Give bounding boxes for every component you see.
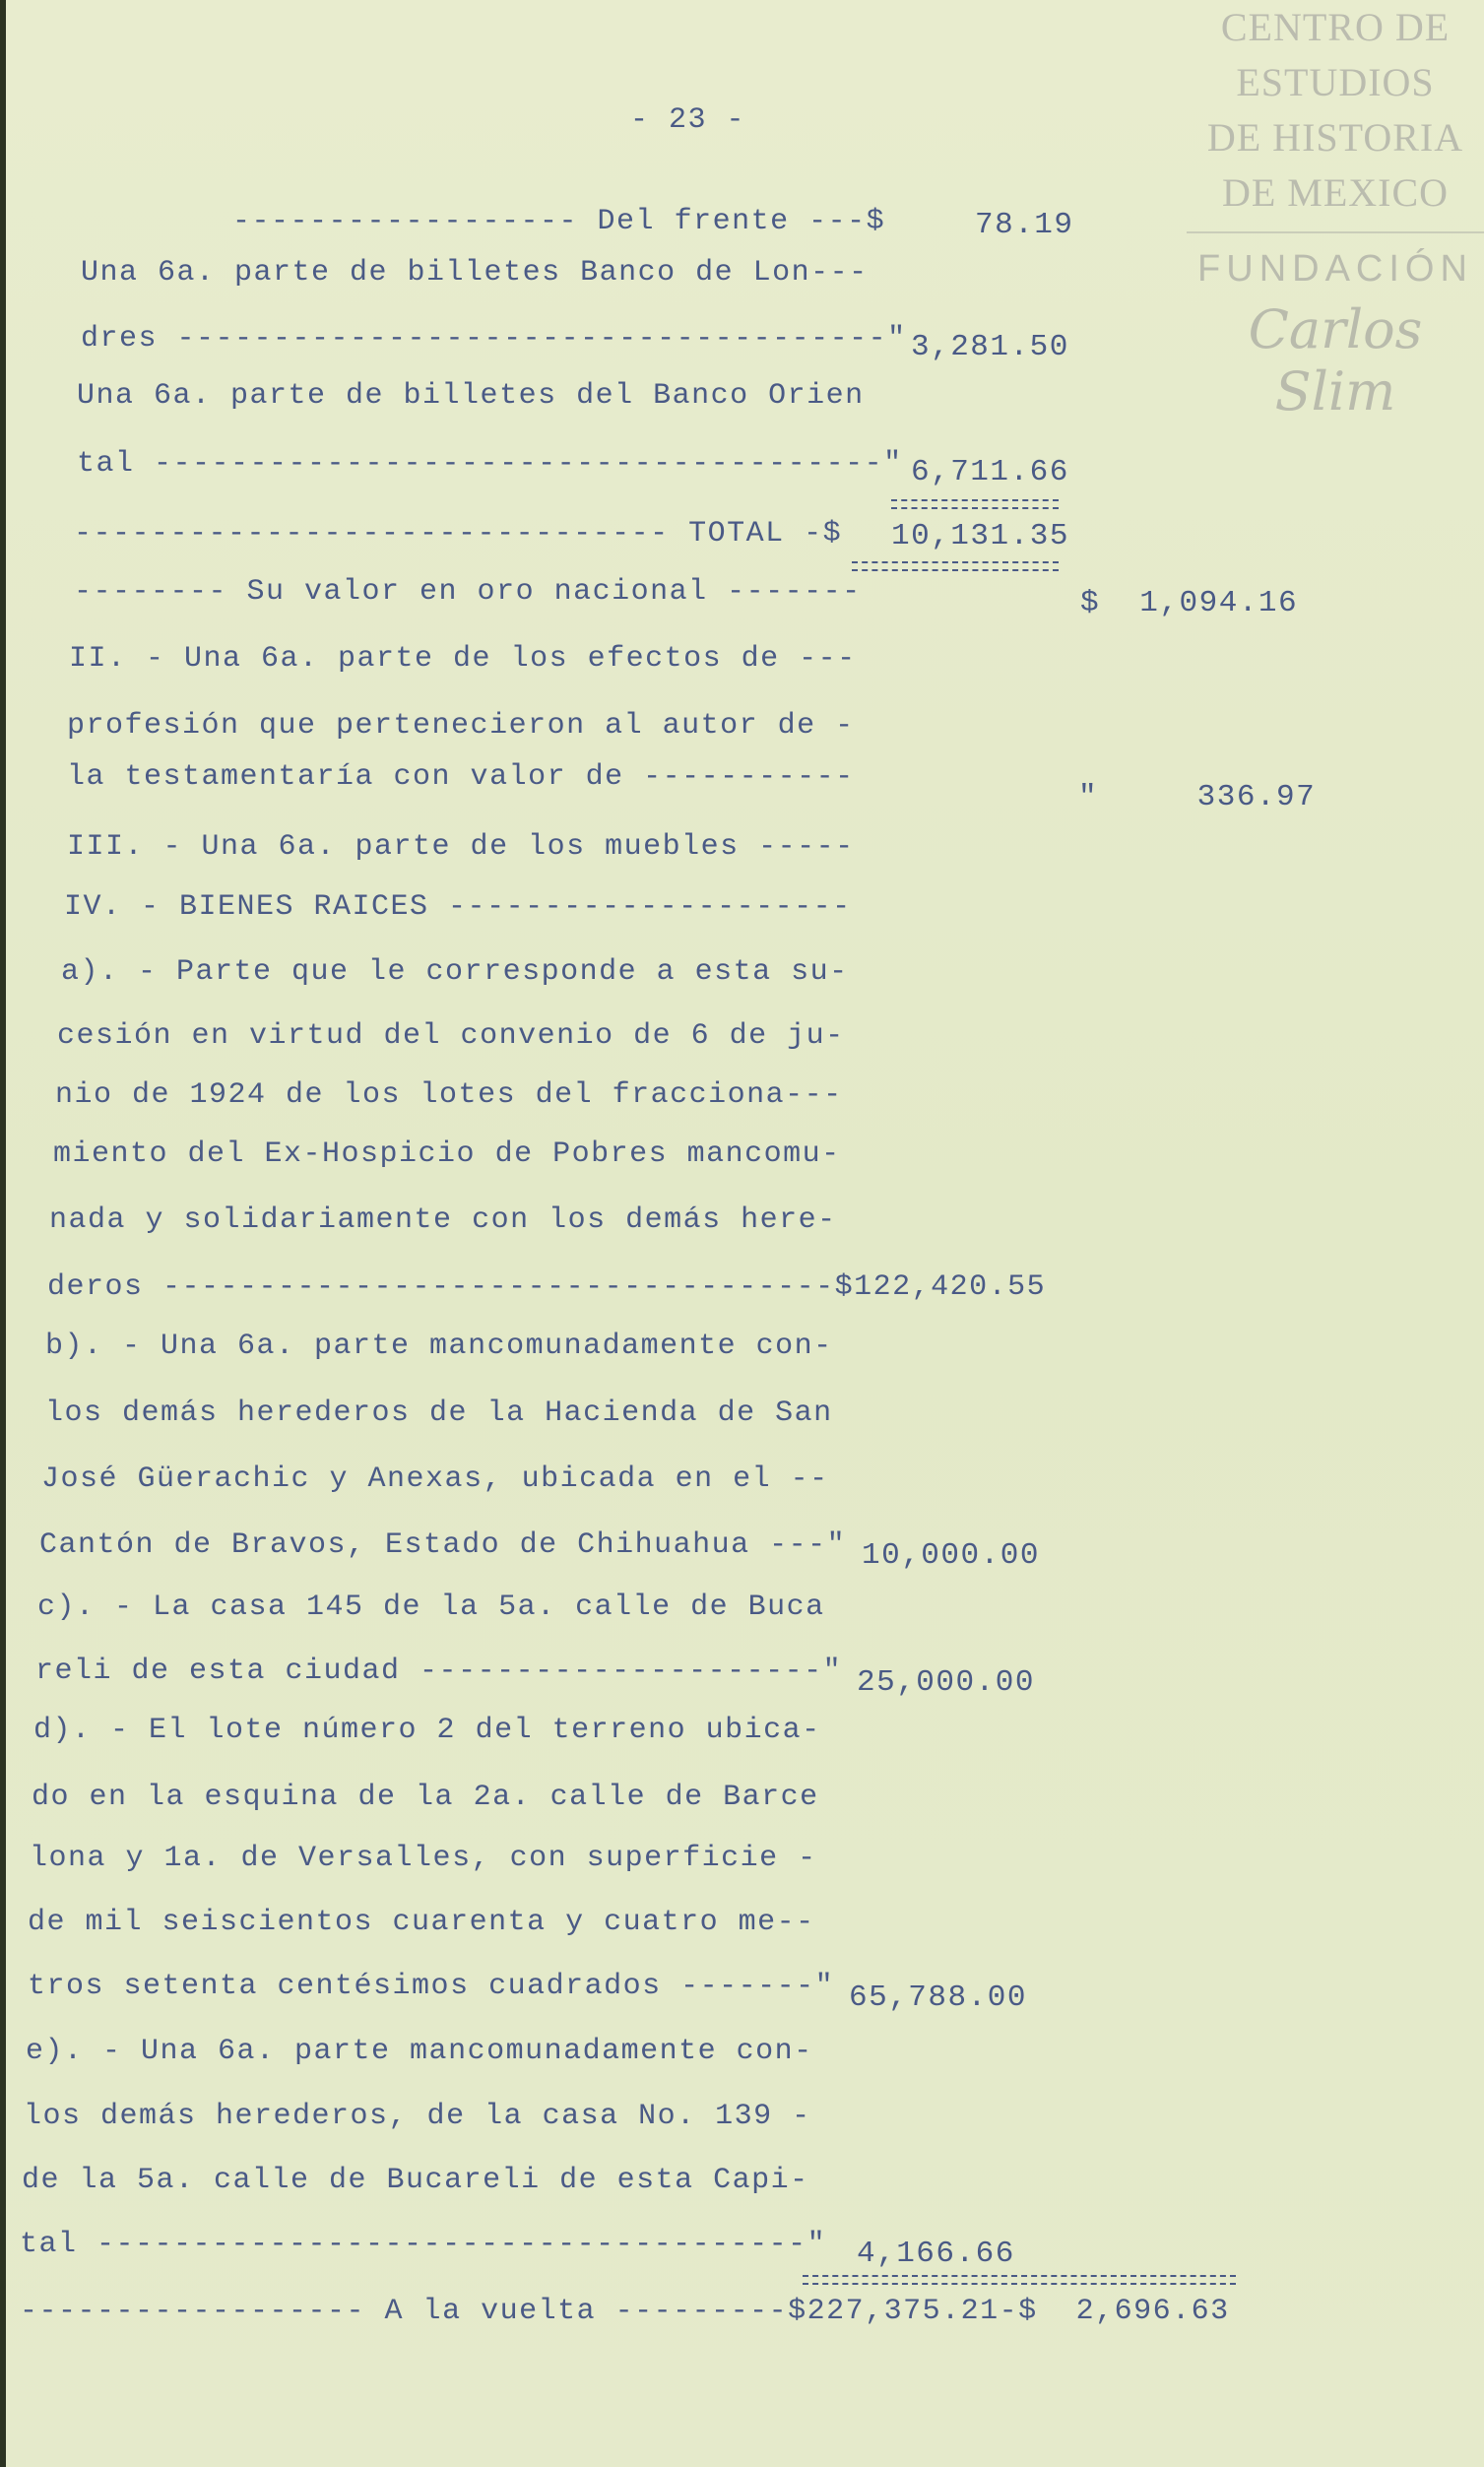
text-line: los demás herederos de la Hacienda de San bbox=[45, 1396, 833, 1430]
text-line: profesión que pertenecieron al autor de - bbox=[67, 709, 855, 743]
amount-lote-2: 65,788.00 bbox=[849, 1980, 1027, 2015]
text-line: tal -------------------------------------" bbox=[20, 2228, 827, 2261]
watermark-line-4: DE MEXICO bbox=[1221, 170, 1450, 215]
text-line: Una 6a. parte de billetes del Banco Orien bbox=[77, 379, 865, 413]
amount-oro-nacional: $ 1,094.16 bbox=[1080, 586, 1299, 620]
line-total: ------------------------------- TOTAL -$ bbox=[74, 517, 843, 551]
text-line: los demás herederos, de la casa No. 139 - bbox=[24, 2100, 811, 2133]
text-line: do en la esquina de la 2a. calle de Barce bbox=[32, 1781, 819, 1814]
text-line: e). - Una 6a. parte mancomunadamente con- bbox=[26, 2035, 813, 2068]
text-line: dres -------------------------------------" bbox=[81, 322, 907, 356]
text-line: nio de 1924 de los lotes del fracciona--- bbox=[55, 1078, 843, 1112]
watermark-line-1: CENTRO DE bbox=[1220, 5, 1451, 49]
text-line: c). - La casa 145 de la 5a. calle de Buca bbox=[37, 1591, 825, 1624]
text-line: a). - Parte que le corresponde a esta su- bbox=[61, 955, 849, 989]
line-a-la-vuelta: ------------------ A la vuelta ---------$227,375.21-$ 2,696.63 bbox=[20, 2295, 1230, 2328]
watermark-fundacion: FUNDACIÓN bbox=[1197, 248, 1473, 290]
text-line: cesión en virtud del convenio de 6 de ju- bbox=[57, 1019, 845, 1053]
text-line: deros -----------------------------------$122,420.55 bbox=[47, 1270, 1047, 1304]
text-line: de mil seiscientos cuarenta y cuatro me-- bbox=[28, 1906, 815, 1939]
archive-watermark bbox=[1187, 0, 1484, 422]
amount-hacienda: 10,000.00 bbox=[862, 1538, 1040, 1573]
text-line: Una 6a. parte de billetes Banco de Lon--- bbox=[81, 256, 869, 290]
line-del-frente: ------------------ Del frente ---$ bbox=[232, 205, 886, 238]
amount-londres: 3,281.50 bbox=[911, 330, 1069, 364]
text-line: la testamentaría con valor de ----------- bbox=[67, 760, 855, 794]
amount-oriental: 6,711.66 bbox=[911, 455, 1069, 489]
text-line: Cantón de Bravos, Estado de Chihuahua ---" bbox=[39, 1528, 847, 1562]
subtotal-rule bbox=[891, 499, 1059, 509]
watermark-line-3: DE HISTORIA bbox=[1206, 115, 1464, 160]
text-line: d). - El lote número 2 del terreno ubica- bbox=[33, 1714, 821, 1747]
amount-casa-145: 25,000.00 bbox=[857, 1665, 1035, 1700]
text-line: tal --------------------------------------" bbox=[77, 447, 903, 481]
watermark-divider bbox=[1187, 231, 1484, 233]
amount-efectos-profesion: " 336.97 bbox=[1078, 780, 1317, 814]
text-line: tros setenta centésimos cuadrados -------" bbox=[28, 1970, 835, 2003]
text-line: lona y 1a. de Versalles, con superficie - bbox=[30, 1842, 817, 1875]
amount-total: 10,131.35 bbox=[891, 519, 1069, 553]
amount-del-frente: 78.19 bbox=[975, 208, 1074, 242]
text-line: de la 5a. calle de Bucareli de esta Capi- bbox=[22, 2164, 809, 2197]
text-line: b). - Una 6a. parte mancomunadamente con- bbox=[45, 1330, 833, 1363]
page-number: - 23 - bbox=[630, 103, 746, 137]
text-line: nada y solidariamente con los demás here- bbox=[49, 1203, 837, 1237]
text-line: III. - Una 6a. parte de los muebles ----- bbox=[67, 830, 855, 864]
watermark-line-2: ESTUDIOS bbox=[1236, 60, 1435, 104]
text-line: José Güerachic y Anexas, ubicada en el -- bbox=[41, 1462, 829, 1496]
watermark-signature: Carlos Slim bbox=[1248, 298, 1423, 422]
scan-left-edge bbox=[0, 0, 6, 2467]
amount-casa-139: 4,166.66 bbox=[857, 2237, 1015, 2271]
text-line: IV. - BIENES RAICES --------------------- bbox=[64, 890, 852, 924]
text-line: reli de esta ciudad ---------------------" bbox=[35, 1655, 843, 1688]
total-double-rule bbox=[852, 561, 1059, 571]
text-line: II. - Una 6a. parte de los efectos de --- bbox=[69, 642, 857, 676]
text-line: -------- Su valor en oro nacional ------- bbox=[74, 575, 862, 609]
text-line: miento del Ex-Hospicio de Pobres mancomu- bbox=[53, 1137, 841, 1171]
final-double-rule bbox=[803, 2275, 1236, 2285]
